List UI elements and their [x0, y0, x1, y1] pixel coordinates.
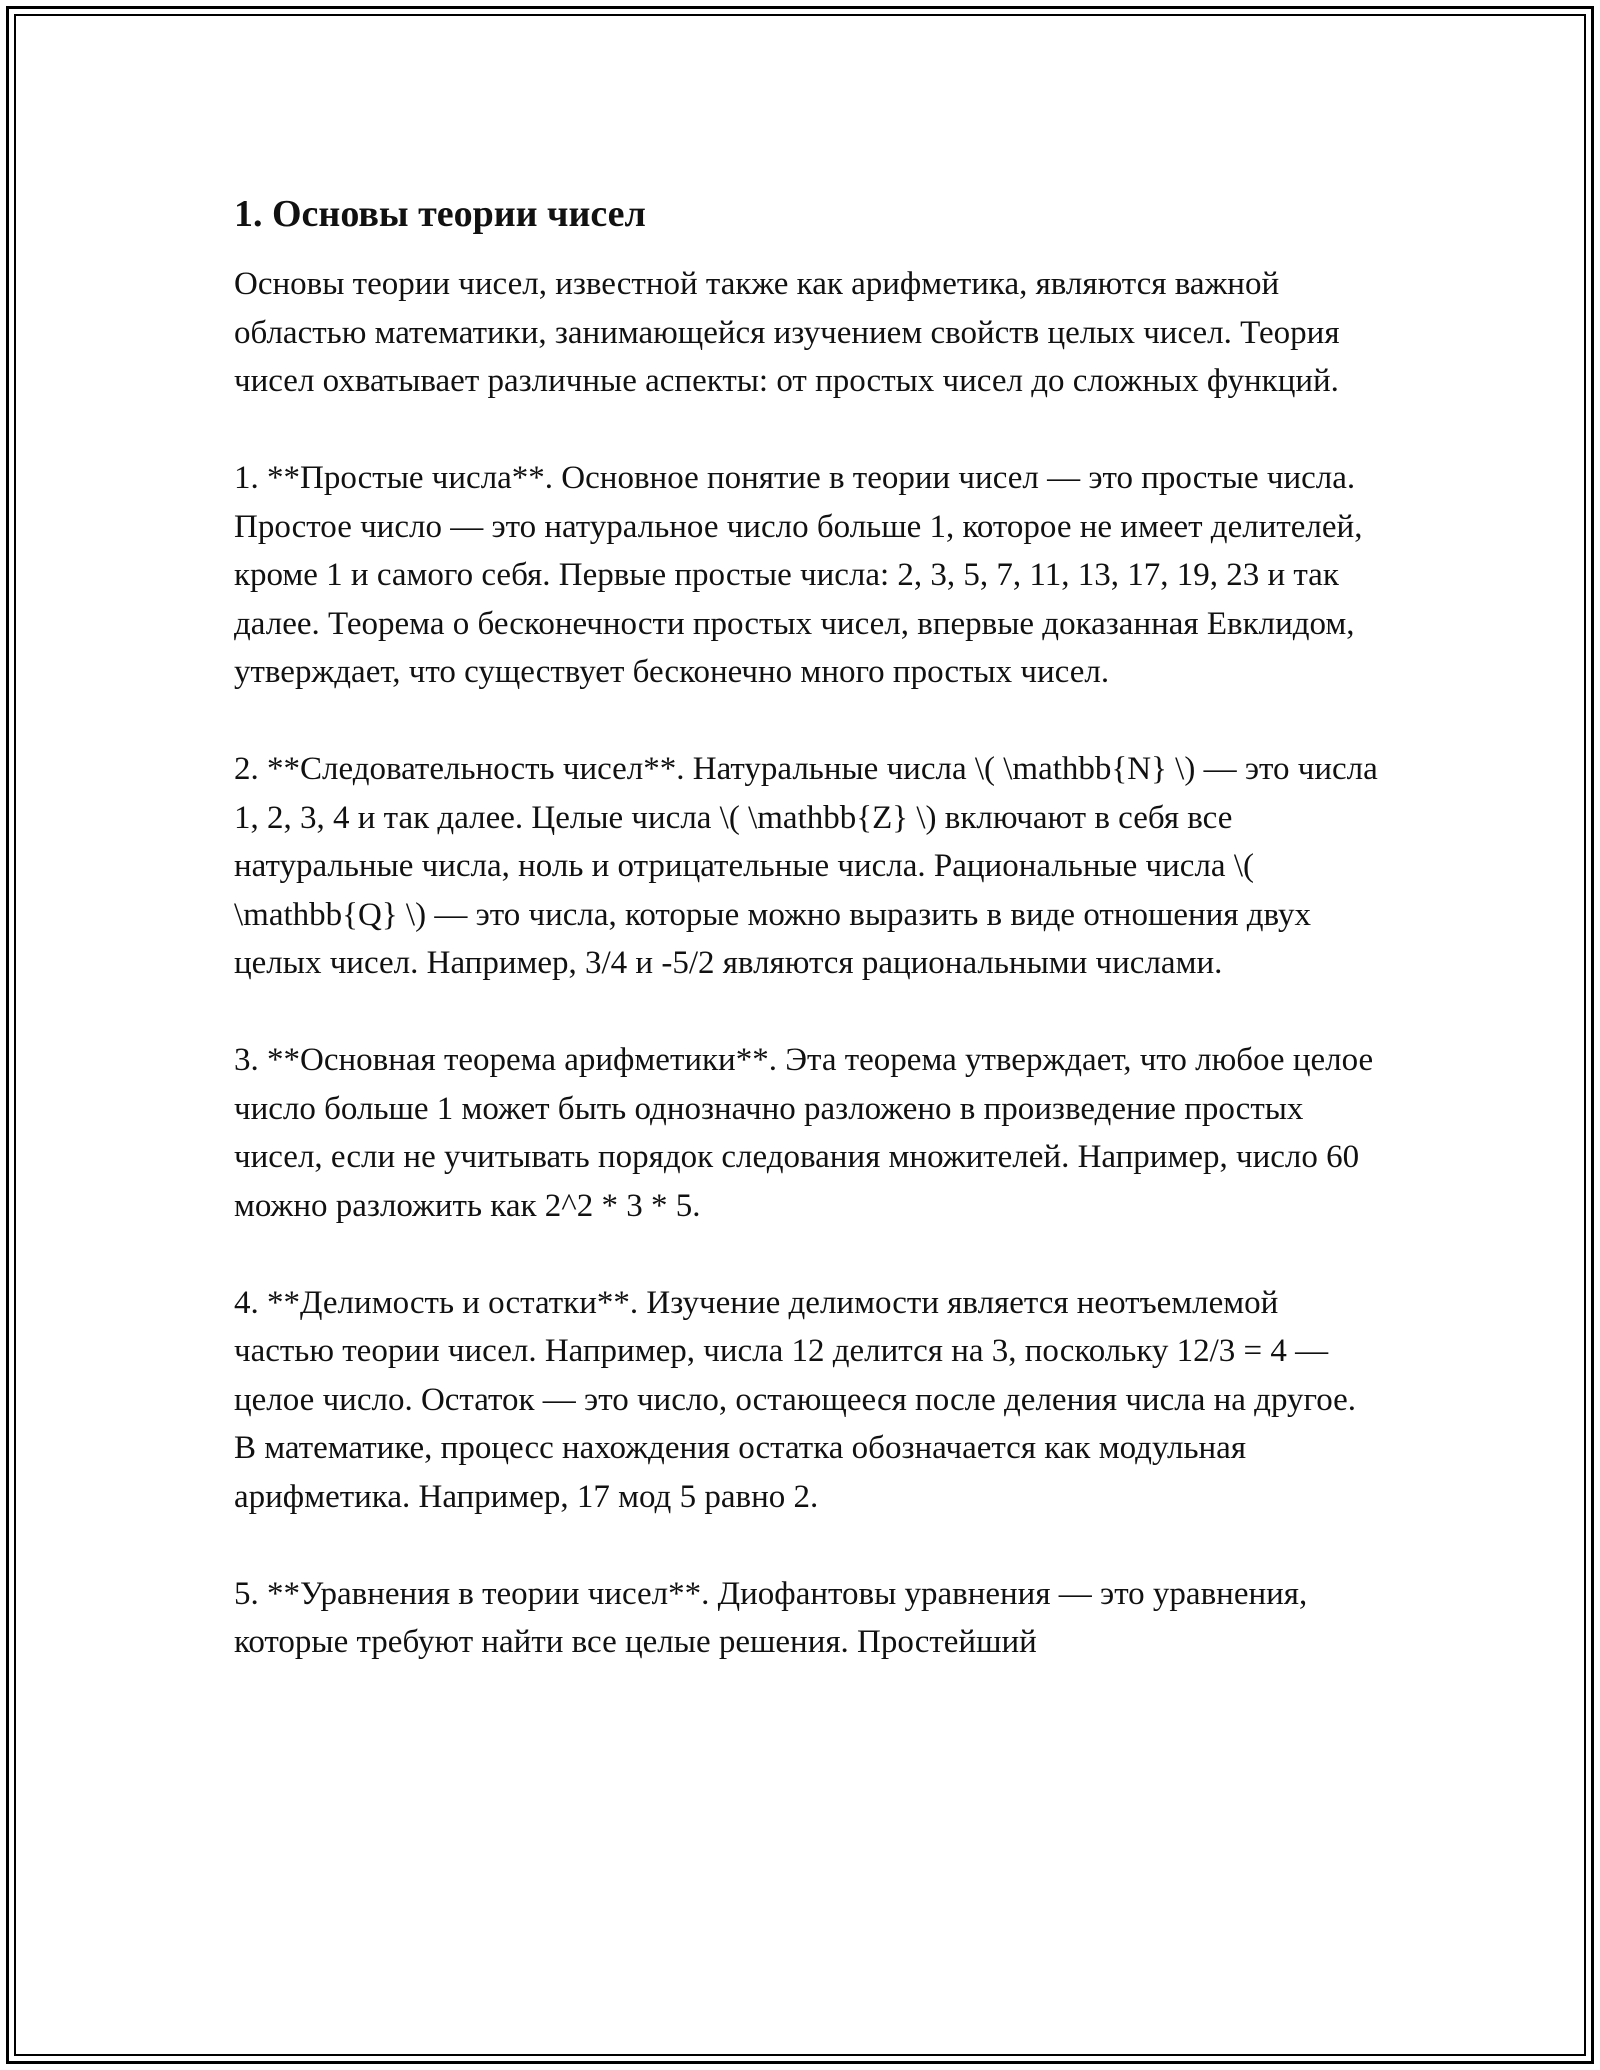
- paragraph-prime-numbers: 1. **Простые числа**. Основное понятие в теории чисел — это простые числа. Простое число — это натуральное число больше 1, которое не имеет делителей, кроме 1 и самого себя. Первые простые числа: 2, 3, 5, 7, 11, 13, 17, 19, 23 и так далее. Теорема о бесконечности простых чисел, впервые доказанная Евклидом, утверждает, что существует бесконечно много простых чисел.: [234, 460, 1363, 690]
- paragraph-number-sets: 2. **Следовательность чисел**. Натуральные числа \( \mathbb{N} \) — это числа 1, 2, 3, 4 и так далее. Целые числа \( \mathbb{Z} \) включают в себя все натуральные числа, ноль и отрицательные числа. Рациональные числа \( \mathbb{Q} \) — это числа, которые можно выразить в виде отношения двух целых чисел. Например, 3/4 и -5/2 являются рациональными числами.: [234, 751, 1378, 981]
- document-body: [234, 188, 1384, 1715]
- paragraph-equations: 5. **Уравнения в теории чисел**. Диофантовы уравнения — это уравнения, которые требуют найти все целые решения. Простейший: [234, 1575, 1308, 1660]
- intro-paragraph: Основы теории чисел, известной также как арифметика, являются важной областью математики, занимающейся изучением свойств целых чисел. Теория чисел охватывает различные аспекты: от простых чисел до сложных функций.: [234, 266, 1340, 399]
- paragraph-divisibility: 4. **Делимость и остатки**. Изучение делимости является неотъемлемой частью теории чисел. Например, числа 12 делится на 3, поскольку 12/3 = 4 — целое число. Остаток — это число, остающееся после деления числа на другое. В математике, процесс нахождения остатка обозначается как модульная арифметика. Например, 17 мод 5 равно 2.: [234, 1284, 1357, 1515]
- paragraph-fundamental-theorem: 3. **Основная теорема арифметики**. Эта теорема утверждает, что любое целое число больше 1 может быть однозначно разложено в произведение простых чисел, если не учитывать порядок следования множителей. Например, число 60 можно разложить как 2^2 * 3 * 5.: [234, 1042, 1374, 1224]
- section-heading: 1. Основы теории чисел: [234, 193, 646, 235]
